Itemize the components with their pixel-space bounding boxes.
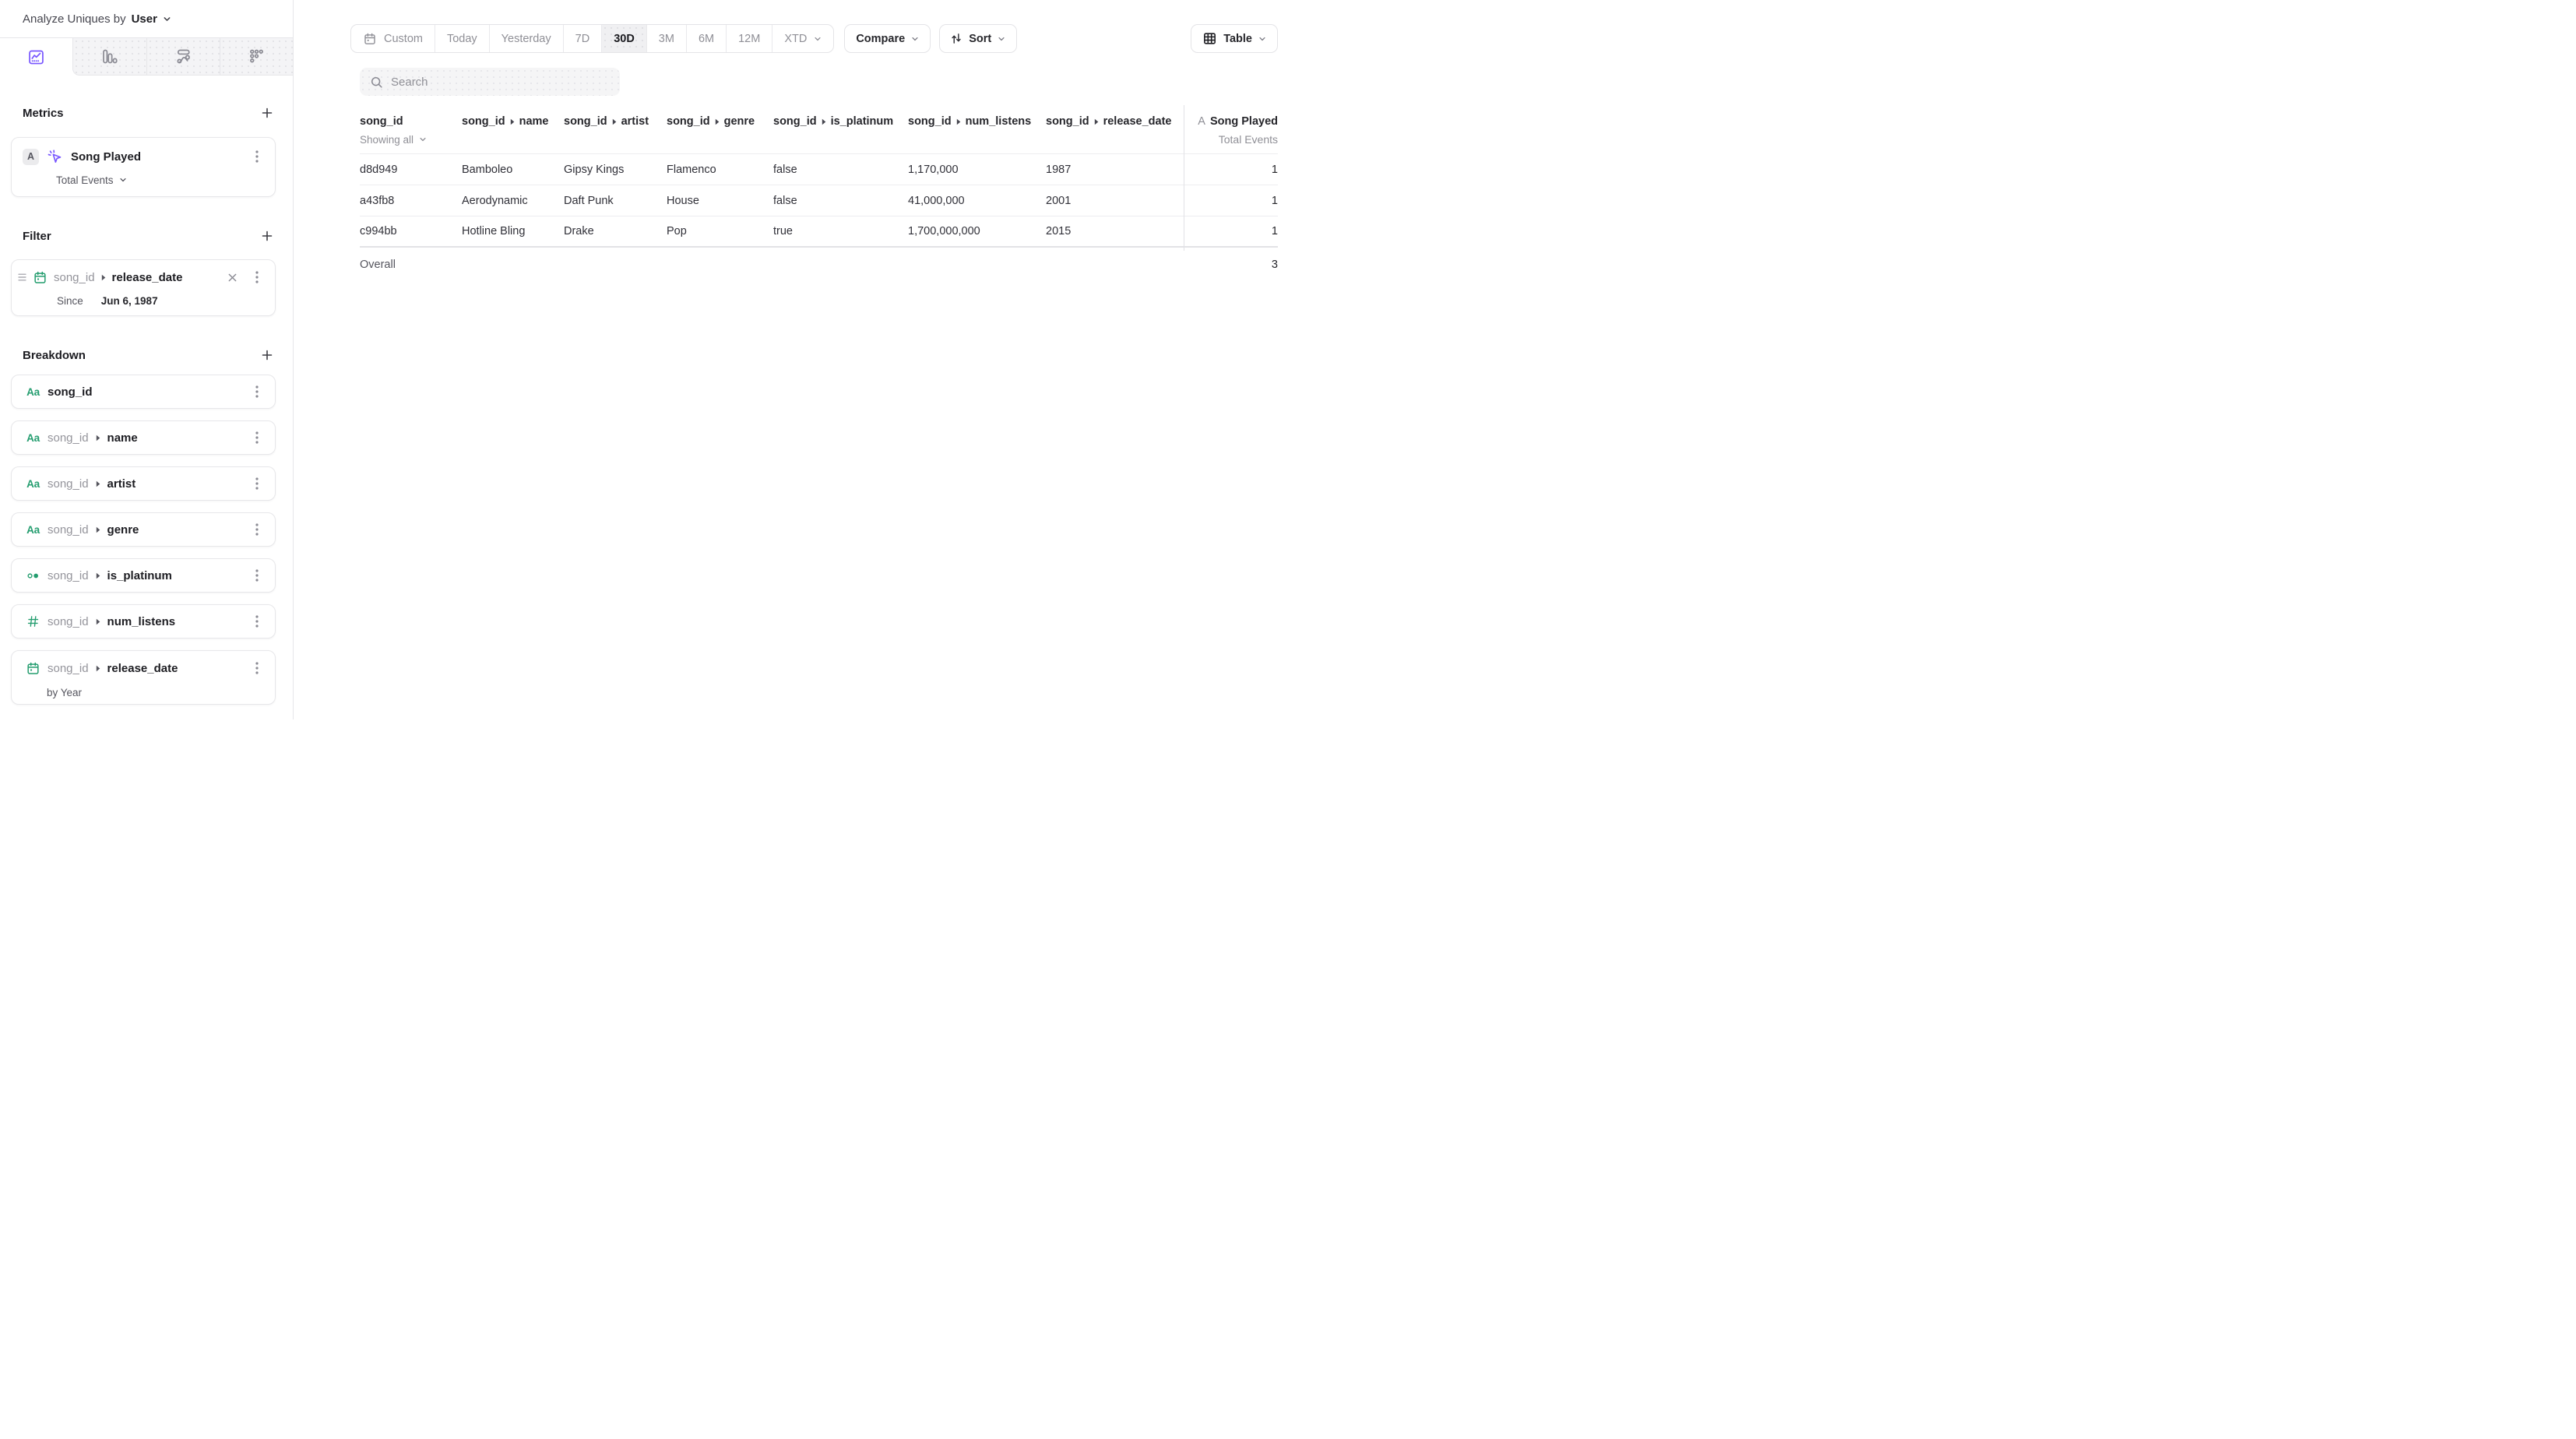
date-range-label: Custom — [384, 32, 423, 45]
breakdown-parent: song_id — [48, 614, 89, 628]
breakdown-property: name — [107, 431, 138, 445]
metric-letter: A — [1198, 115, 1205, 128]
text-property-icon: Aa — [26, 477, 40, 490]
cell-artist: Daft Punk — [564, 194, 614, 207]
kebab-icon — [255, 569, 259, 582]
tab-funnels[interactable] — [72, 38, 146, 76]
column-parent: song_id — [908, 115, 952, 128]
cell-metric-value: 1 — [1271, 194, 1278, 207]
breakdown-menu-button[interactable] — [248, 383, 266, 400]
column-parent: song_id — [564, 115, 607, 128]
number-property-icon — [26, 614, 40, 628]
metric-letter-badge: A — [23, 149, 39, 165]
filter-title: Filter — [23, 229, 51, 243]
filter-operator-dropdown[interactable]: Since — [57, 294, 83, 307]
view-type-label: Table — [1223, 32, 1252, 45]
report-type-tabs — [0, 38, 293, 76]
filter-parent-property: song_id — [54, 270, 95, 284]
kebab-icon — [255, 431, 259, 444]
column-label: genre — [723, 115, 755, 128]
tab-flows[interactable] — [146, 38, 220, 76]
date-range-label: 6M — [698, 32, 715, 45]
breadcrumb-arrow-icon — [612, 118, 617, 125]
cell-num-listens: 1,170,000 — [908, 163, 959, 176]
column-parent: song_id — [667, 115, 710, 128]
sidebar — [0, 0, 294, 720]
date-range-yesterday[interactable] — [489, 25, 563, 52]
column-label: is_platinum — [830, 115, 894, 128]
close-icon — [227, 273, 238, 283]
cell-genre: House — [667, 194, 699, 207]
breakdown-property: is_platinum — [107, 568, 172, 582]
table-grid-icon — [1202, 31, 1217, 46]
analyze-entity-value: User — [131, 12, 157, 26]
date-range-custom[interactable] — [351, 25, 435, 52]
column-label: release_date — [1103, 115, 1172, 128]
breakdown-parent: song_id — [48, 431, 89, 445]
showing-all-label: Showing all — [360, 133, 414, 146]
column-header[interactable] — [1046, 115, 1184, 128]
breadcrumb-arrow-icon — [822, 118, 826, 125]
column-header[interactable] — [462, 115, 564, 128]
plus-icon — [261, 349, 273, 361]
date-range-picker — [350, 24, 834, 53]
date-range-label: 7D — [575, 32, 590, 45]
breakdown-card[interactable] — [11, 466, 276, 501]
breadcrumb-arrow-icon — [510, 118, 515, 125]
date-range-7d[interactable] — [563, 25, 602, 52]
table-header — [360, 105, 1278, 154]
cell-name: Aerodynamic — [462, 194, 528, 207]
add-filter-button[interactable] — [258, 227, 276, 245]
date-range-label: Today — [446, 32, 477, 45]
breakdown-menu-button[interactable] — [248, 660, 266, 677]
chevron-down-icon — [1258, 35, 1266, 43]
boolean-property-icon — [26, 568, 40, 583]
breakdown-parent: song_id — [48, 568, 89, 582]
breadcrumb-arrow-icon — [96, 435, 100, 442]
breadcrumb-arrow-icon — [956, 118, 961, 125]
kebab-icon — [255, 385, 259, 398]
overall-value: 3 — [1271, 259, 1278, 271]
cell-song-id: a43fb8 — [360, 194, 395, 207]
breakdown-title: Breakdown — [23, 348, 86, 362]
text-property-icon: Aa — [26, 385, 40, 398]
metrics-section-header — [23, 105, 276, 121]
metric-card[interactable] — [11, 137, 276, 197]
column-header[interactable] — [667, 115, 773, 128]
compare-button[interactable] — [844, 24, 931, 53]
metric-column-header[interactable] — [1184, 115, 1278, 128]
breakdown-bucket-dropdown[interactable]: by Year — [12, 685, 82, 699]
table-row[interactable] — [360, 185, 1278, 216]
metric-name: Song Played — [71, 150, 142, 164]
showing-all-dropdown[interactable] — [360, 133, 462, 146]
tab-retention[interactable] — [220, 38, 293, 76]
overall-row — [360, 248, 1278, 282]
aggregation-value: Total Events — [56, 174, 114, 186]
insights-icon — [27, 48, 45, 66]
breadcrumb-arrow-icon — [96, 618, 100, 625]
aggregation-dropdown[interactable] — [23, 173, 127, 187]
breadcrumb-arrow-icon — [96, 572, 100, 579]
toolbar — [350, 24, 1278, 53]
table-row[interactable] — [360, 216, 1278, 248]
cell-is-platinum: false — [773, 163, 797, 176]
kebab-icon — [255, 523, 259, 536]
event-icon — [47, 149, 63, 165]
breakdown-card[interactable] — [11, 512, 276, 547]
date-range-3m[interactable] — [646, 25, 686, 52]
filter-section-header — [23, 228, 276, 244]
tab-insights[interactable] — [0, 38, 72, 76]
results-table — [360, 105, 1278, 282]
cell-name: Bamboleo — [462, 163, 513, 176]
breakdown-parent: song_id — [48, 661, 89, 675]
table-row[interactable] — [360, 154, 1278, 185]
column-parent: song_id — [1046, 115, 1089, 128]
breakdown-menu-button[interactable] — [248, 613, 266, 630]
analyze-header — [0, 0, 293, 38]
breakdown-card[interactable] — [11, 558, 276, 593]
breakdown-menu-button[interactable] — [248, 567, 266, 584]
breakdown-property: artist — [107, 477, 136, 491]
text-property-icon: Aa — [26, 431, 40, 444]
date-range-label: XTD — [784, 32, 808, 45]
date-range-label: Yesterday — [501, 32, 551, 45]
cell-num-listens: 1,700,000,000 — [908, 225, 980, 237]
date-range-xtd[interactable] — [772, 25, 833, 52]
breadcrumb-arrow-icon — [96, 665, 100, 672]
chevron-down-icon — [814, 35, 822, 43]
breadcrumb-arrow-icon — [1094, 118, 1099, 125]
drag-handle-icon[interactable] — [18, 273, 26, 281]
metrics-title: Metrics — [23, 106, 64, 120]
breakdown-section-header — [23, 347, 276, 363]
metric-column-label: Song Played — [1209, 115, 1278, 128]
breakdown-card[interactable] — [11, 420, 276, 455]
retention-icon — [248, 47, 266, 65]
breakdown-menu-button[interactable] — [248, 429, 266, 446]
search-icon — [370, 76, 383, 89]
date-range-label: 30D — [614, 32, 635, 45]
breakdown-menu-button[interactable] — [248, 475, 266, 492]
chevron-down-icon — [119, 176, 127, 184]
breakdown-property: song_id — [48, 385, 93, 399]
date-range-today[interactable] — [435, 25, 489, 52]
filter-value[interactable]: Jun 6, 1987 — [100, 294, 158, 307]
sort-button[interactable] — [939, 24, 1017, 53]
breadcrumb-arrow-icon — [96, 480, 100, 487]
column-label: artist — [621, 115, 649, 128]
cell-name: Hotline Bling — [462, 225, 526, 237]
chevron-down-icon — [419, 135, 427, 143]
breakdown-property: genre — [107, 522, 139, 537]
insights-report — [0, 0, 1288, 720]
sort-icon — [951, 31, 962, 46]
breadcrumb-arrow-icon — [96, 526, 100, 533]
cell-song-id: d8d949 — [360, 163, 398, 176]
breadcrumb-arrow-icon — [101, 274, 106, 281]
column-parent: song_id — [462, 115, 505, 128]
column-label: name — [519, 115, 549, 128]
breadcrumb-arrow-icon — [715, 118, 720, 125]
column-header[interactable] — [908, 115, 1046, 128]
breakdown-parent: song_id — [48, 477, 89, 491]
flows-icon — [174, 47, 192, 65]
filter-menu-button[interactable] — [248, 269, 266, 286]
analyze-entity-dropdown[interactable] — [132, 12, 171, 26]
add-metric-button[interactable] — [258, 104, 276, 122]
text-property-icon: Aa — [26, 523, 40, 536]
date-range-12m[interactable] — [726, 25, 772, 52]
overall-label: Overall — [360, 259, 396, 271]
sort-label: Sort — [969, 32, 992, 45]
kebab-icon — [255, 271, 259, 283]
kebab-icon — [255, 662, 259, 674]
breakdown-card[interactable] — [11, 604, 276, 639]
remove-filter-button[interactable] — [223, 269, 241, 286]
metric-menu-button[interactable] — [248, 148, 266, 165]
calendar-icon — [363, 32, 377, 46]
breakdown-card[interactable] — [11, 375, 276, 409]
cell-num-listens: 41,000,000 — [908, 194, 965, 207]
cell-artist: Gipsy Kings — [564, 163, 625, 176]
date-range-30d[interactable] — [601, 25, 646, 52]
add-breakdown-button[interactable] — [258, 346, 276, 364]
column-label: num_listens — [965, 115, 1032, 128]
calendar-icon — [33, 270, 48, 285]
date-range-label: 3M — [658, 32, 674, 45]
column-header[interactable] — [564, 115, 667, 128]
cell-song-id: c994bb — [360, 225, 397, 237]
cell-genre: Pop — [667, 225, 687, 237]
breakdown-card[interactable] — [11, 650, 276, 705]
cell-artist: Drake — [564, 225, 594, 237]
breakdown-menu-button[interactable] — [248, 521, 266, 538]
report-canvas — [294, 0, 1288, 720]
analyze-label: Analyze Uniques by — [23, 12, 126, 26]
funnels-icon — [100, 47, 118, 65]
calendar-icon — [26, 661, 40, 676]
date-range-6m[interactable] — [686, 25, 726, 52]
search-bar[interactable] — [360, 68, 620, 96]
breakdown-property: release_date — [107, 661, 178, 675]
filter-property: release_date — [111, 270, 183, 284]
cell-release-date: 2001 — [1046, 194, 1072, 207]
column-header[interactable] — [360, 115, 462, 128]
cell-metric-value: 1 — [1271, 163, 1278, 176]
cell-genre: Flamenco — [667, 163, 716, 176]
column-label: song_id — [360, 115, 403, 128]
compare-label: Compare — [856, 32, 906, 45]
breakdown-property: num_listens — [107, 614, 176, 628]
date-range-label: 12M — [738, 32, 761, 45]
metric-aggregation-label: Total Events — [1218, 133, 1278, 146]
column-header[interactable] — [773, 115, 908, 128]
view-type-button[interactable] — [1191, 24, 1278, 53]
filter-card[interactable] — [11, 259, 276, 316]
cell-is-platinum: false — [773, 194, 797, 207]
kebab-icon — [255, 477, 259, 490]
cell-release-date: 1987 — [1046, 163, 1072, 176]
cell-metric-value: 1 — [1271, 225, 1278, 237]
search-input[interactable] — [391, 76, 610, 89]
cell-release-date: 2015 — [1046, 225, 1072, 237]
cell-is-platinum: true — [773, 225, 793, 237]
kebab-icon — [255, 150, 259, 163]
chevron-down-icon — [998, 35, 1005, 43]
chevron-down-icon — [911, 35, 919, 43]
plus-icon — [261, 107, 273, 119]
column-parent: song_id — [773, 115, 817, 128]
chevron-down-icon — [163, 15, 171, 23]
kebab-icon — [255, 615, 259, 628]
plus-icon — [261, 230, 273, 242]
breakdown-parent: song_id — [48, 522, 89, 537]
